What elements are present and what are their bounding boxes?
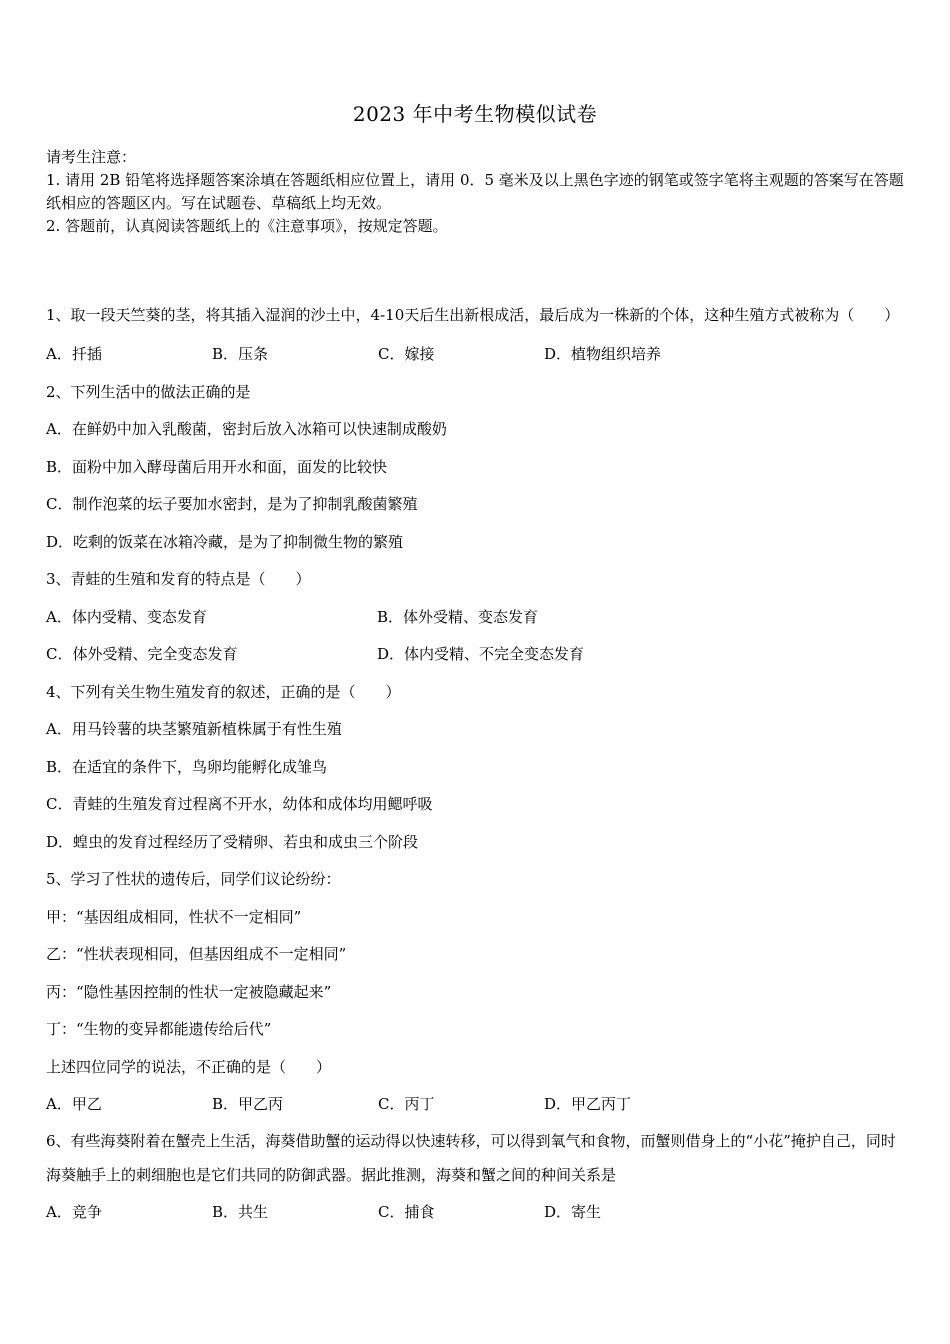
- question-2-option-c[interactable]: C．制作泡菜的坛子要加水密封，是为了抑制乳酸菌繁殖: [46, 495, 418, 513]
- question-5-stem: 5、学习了性状的遗传后，同学们议论纷纷：: [46, 870, 341, 888]
- question-3-option-d[interactable]: D．体内受精、不完全变态发育: [377, 645, 585, 663]
- question-6: [46, 1124, 908, 1232]
- question-6-option-b[interactable]: B．共生: [212, 1202, 269, 1221]
- notice-section: [46, 146, 908, 238]
- question-2-stem: 2、下列生活中的做法正确的是: [46, 382, 251, 401]
- question-2-option-b[interactable]: B．面粉中加入酵母菌后用开水和面，面发的比较快: [46, 457, 388, 476]
- question-3: [46, 561, 908, 674]
- question-3-options-row-2: [46, 636, 908, 674]
- question-3-stem: 3、青蛙的生殖和发育的特点是（ ）: [46, 570, 311, 588]
- question-2-option-a[interactable]: A．在鲜奶中加入乳酸菌，密封后放入冰箱可以快速制成酸奶: [46, 420, 447, 438]
- question-5-option-d[interactable]: D．甲乙丙丁: [544, 1095, 632, 1113]
- question-5-statement-1: 甲：“基因组成相同，性状不一定相同”: [46, 907, 302, 926]
- question-1-option-a[interactable]: A．扦插: [46, 345, 102, 363]
- notice-item-1: 1. 请用 2B 铅笔将选择题答案涂填在答题纸相应位置上，请用 0．5 毫米及以上黑色字迹的钢笔或签字笔将主观题的答案写在答题纸相应的答题区内。写在试题卷、草稿纸上均无效。: [46, 171, 904, 212]
- question-5: [46, 861, 908, 1124]
- question-5-statement-2: 乙：“性状表现相同，但基因组成不一定相同”: [46, 945, 347, 963]
- notice-item-2: 2. 答题前，认真阅读答题纸上的《注意事项》，按规定答题。: [46, 217, 448, 235]
- question-4-option-c[interactable]: C．青蛙的生殖发育过程离不开水，幼体和成体均用鳃呼吸: [46, 795, 433, 813]
- question-3-option-a[interactable]: A．体内受精、变态发育: [46, 607, 207, 626]
- question-6-option-d[interactable]: D．寄生: [544, 1202, 602, 1221]
- question-5-statement-4: 丁：“生物的变异都能遗传给后代”: [46, 1020, 272, 1038]
- question-5-option-a[interactable]: A．甲乙: [46, 1095, 102, 1113]
- question-5-statement-3: 丙：“隐性基因控制的性状一定被隐藏起来”: [46, 982, 332, 1001]
- page-title: 2023 年中考生物模似试卷: [352, 102, 598, 126]
- notice-heading: 请考生注意：: [46, 148, 137, 166]
- question-5-option-c[interactable]: C．丙丁: [378, 1095, 435, 1113]
- question-6-stem: 6、有些海葵附着在蟹壳上生活，海葵借助蟹的运动得以快速转移，可以得到氧气和食物，而蟹则借身上的“小花”掩护自己，同时海葵触手上的刺细胞也是它们共同的防御武器。据此推测，海葵和蟹之间的种间关系是: [46, 1131, 896, 1184]
- question-4-option-a[interactable]: A．用马铃薯的块茎繁殖新植株属于有性生殖: [46, 720, 342, 738]
- question-4: [46, 674, 908, 862]
- question-6-option-c[interactable]: C．捕食: [378, 1202, 435, 1221]
- question-5-prompt: 上述四位同学的说法，不正确的是（ ）: [46, 1057, 332, 1076]
- question-6-option-a[interactable]: A．竞争: [46, 1202, 102, 1221]
- question-6-options: [46, 1194, 908, 1232]
- question-4-option-d[interactable]: D．蝗虫的发育过程经历了受精卵、若虫和成虫三个阶段: [46, 832, 419, 851]
- question-4-stem: 4、下列有关生物生殖发育的叙述，正确的是（ ）: [46, 682, 401, 701]
- question-1: [46, 298, 908, 374]
- question-1-stem: 1、取一段天竺葵的茎，将其插入湿润的沙土中，4-10天后生出新根成活，最后成为一株新的个体，这种生殖方式被称为（ ）: [46, 306, 900, 324]
- question-2-option-d[interactable]: D．吃剩的饭菜在冰箱冷藏，是为了抑制微生物的繁殖: [46, 532, 404, 551]
- question-1-options: [46, 336, 908, 374]
- question-5-option-b[interactable]: B．甲乙丙: [212, 1095, 284, 1113]
- question-3-option-b[interactable]: B．体外受精、变态发育: [377, 607, 539, 626]
- question-3-option-c[interactable]: C．体外受精、完全变态发育: [46, 645, 238, 663]
- question-3-options-row-1: [46, 599, 908, 637]
- question-4-option-b[interactable]: B．在适宜的条件下，鸟卵均能孵化成雏鸟: [46, 757, 328, 776]
- question-2: [46, 374, 908, 562]
- question-1-option-d[interactable]: D．植物组织培养: [544, 345, 662, 363]
- question-list: [46, 298, 908, 1231]
- question-5-options: [46, 1086, 908, 1124]
- question-1-option-c[interactable]: C．嫁接: [378, 345, 435, 363]
- question-1-option-b[interactable]: B．压条: [212, 345, 269, 363]
